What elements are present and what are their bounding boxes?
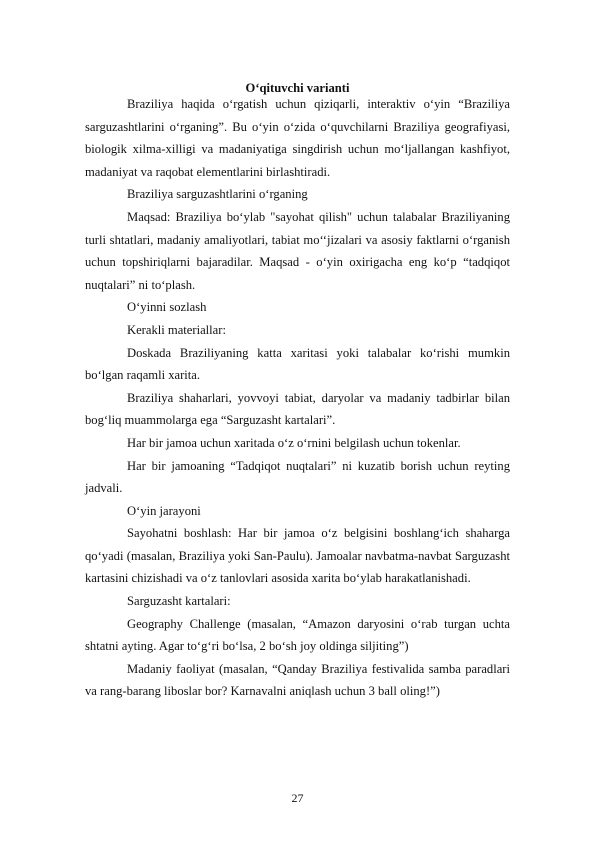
paragraph-gameplay-heading: O‘yin jarayoni — [127, 503, 201, 518]
paragraph-scoreboard: Har bir jamoaning “Tadqiqot nuqtalari” ni kuzatib borish uchun reyting jadvali. — [85, 458, 510, 496]
paragraph-cultural-activity: Madaniy faoliyat (masalan, “Qanday Braziliya festivalida samba paradlari va rang-barang liboslar bor? Karnavalni aniqlash uchun 3 ball oling!”) — [85, 661, 510, 699]
paragraph-cards-heading: Sarguzasht kartalari: — [127, 594, 231, 609]
paragraph-start-journey: Sayohatni boshlash: Har bir jamoa o‘z belgisini boshlang‘ich shaharga qo‘yadi (masalan, Braziliya yoki San-Paulu). Jamoalar navbatma-navbat Sarguzasht kartasini chizishadi va o‘z tanlovlari asosida xarita bo‘ylab harakatlanishadi. — [85, 526, 510, 586]
document-title: O‘qituvchi varianti — [245, 81, 350, 95]
paragraph-game-name: Braziliya sarguzashtlarini o‘rganing — [127, 187, 308, 202]
paragraph-tokens: Har bir jamoa uchun xaritada o‘z o‘rnini belgilash uchun tokenlar. — [127, 435, 461, 450]
page-number: 27 — [291, 791, 304, 805]
paragraph-materials-heading: Kerakli materiallar: — [127, 322, 226, 337]
document-body — [85, 93, 510, 703]
paragraph-map-material: Doskada Braziliyaning katta xaritasi yoki talabalar ko‘rishi mumkin bo‘lgan raqamli xarita. — [85, 345, 510, 383]
paragraph-intro: Braziliya haqida o‘rgatish uchun qiziqarli, interaktiv o‘yin “Braziliya sarguzashtlarini o‘rganing”. Bu o‘yin o‘zida o‘quvchilarni Braziliya geografiyasi, biologik xilma-xilligi va madaniyatiga singdirish uchun mo‘ljallangan kashfiyot, madaniyat va raqobat elementlarini birlashtiradi. — [85, 97, 510, 179]
paragraph-adventure-cards: Braziliya shaharlari, yovvoyi tabiat, daryolar va madaniy tadbirlar bilan bog‘liq muammolarga ega “Sarguzasht kartalari”. — [85, 390, 510, 428]
paragraph-setup-heading: O‘yinni sozlash — [127, 300, 207, 315]
paragraph-goal: Maqsad: Braziliya bo‘ylab "sayohat qilish" uchun talabalar Braziliyaning turli shtatlari, madaniy amaliyotlari, tabiat mo‘‘jizalari va asosiy faktlarni o‘rganish uchun topshiriqlarni bajaradilar. Maqsad - o‘yin oxirigacha eng ko‘p “tadqiqot nuqtalari” ni to‘plash. — [85, 209, 510, 292]
paragraph-geography-challenge: Geography Challenge (masalan, “Amazon daryosini o‘rab turgan uchta shtatni ayting. Agar to‘g‘ri bo‘lsa, 2 bo‘sh joy oldinga siljiting”) — [85, 616, 510, 654]
